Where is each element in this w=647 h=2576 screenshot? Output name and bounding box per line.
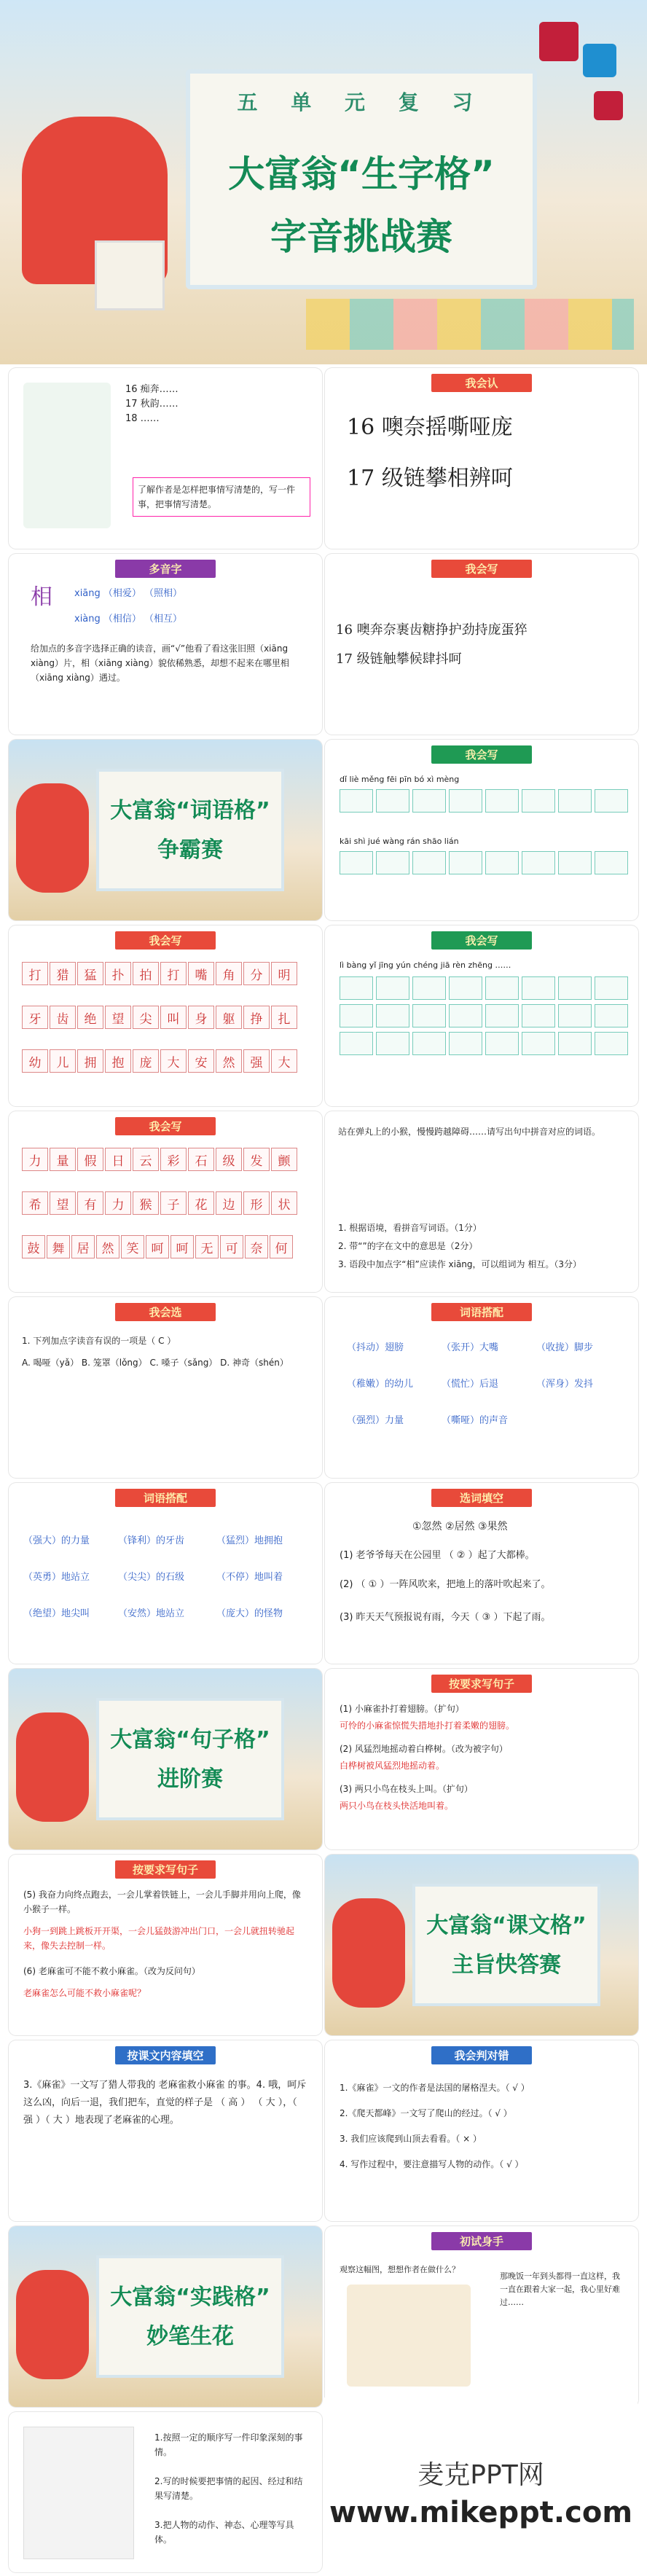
- pinyin-row: dǐ liè měng fēi pīn bó xì mèng: [340, 775, 460, 784]
- section-sub: 进阶赛: [157, 1766, 223, 1792]
- section-sub: 主旨快答赛: [452, 1952, 561, 1978]
- write-slide: [325, 554, 638, 735]
- judge-item: 2.《爬天都峰》一文写了爬山的经过。（ √ ）: [340, 2108, 512, 2118]
- kicker: 五 单 元 复 习: [237, 90, 486, 114]
- answer-grid: 希 望 有 力 猴 子 花 边 形 状: [22, 1191, 296, 1215]
- reading-slide: [325, 1111, 638, 1292]
- polyphone-slide: [9, 554, 322, 735]
- section-title: 大富翁“词语格”: [110, 798, 270, 823]
- section-title: 大富翁“课文格”: [426, 1913, 587, 1938]
- options: A. 喝哑（yǎ） B. 笼罩（lǒng） C. 嗓子（sǎng） D. 神奇（shén）: [22, 1358, 289, 1368]
- toc-list: 16 痴奔…… 17 秋韵…… 18 ……: [125, 384, 179, 424]
- section-slide: [325, 1855, 638, 2035]
- toc-slide: [9, 368, 322, 549]
- judge-item: 1.《麻雀》一文的作者是法国的屠格涅夫。（ √ ）: [340, 2083, 530, 2093]
- write-grid-slide: [325, 925, 638, 1106]
- brand-name: 麦克PPT网: [417, 2460, 544, 2490]
- dice-block: [95, 240, 165, 310]
- family-illustration: [347, 2285, 471, 2387]
- slide-tab: 我会写: [431, 931, 532, 950]
- collocation: （强大）的力量: [23, 1535, 90, 1546]
- char-row: 16 噢奔奈裹齿糖挣护劲持庞蛋猝: [336, 622, 528, 638]
- write-answers-slide: [9, 925, 322, 1106]
- prompt: (3) 两只小鸟在枝头上叫。（扩句）: [340, 1784, 473, 1794]
- collocation: （收拢）脚步: [536, 1342, 594, 1353]
- big-char: 相: [31, 584, 52, 610]
- answer: 老麻雀怎么可能不救小麻雀呢？: [23, 1988, 146, 1998]
- write-grid: [340, 789, 627, 813]
- sentence-2: (2) （ ① ）一阵风吹来，把地上的落叶吹起来了。: [340, 1579, 551, 1590]
- exercise-text: 给加点的多音字选择正确的读音，画“√”他看了看这张旧照（xiāng xiàng）片，相（xiāng xiàng）貌依稀熟悉，却想不起来在哪里相（xiāng xiàng）遇过。: [31, 643, 289, 683]
- slide-tab: 词语搭配: [431, 1303, 532, 1321]
- pinyin-row: lì bàng yǐ jīng yún chéng jiā rèn zhēng ……: [340, 960, 511, 970]
- fill-word-slide: [325, 1483, 638, 1664]
- char-row: 16 噢奈摇嘶哑庞: [347, 415, 513, 440]
- sample-text: 那晚饭一年到头都得一直这样，我一直在跟着大家一起，我心里好难过……: [500, 2271, 620, 2307]
- board-path: [306, 299, 634, 350]
- answer: 可怜的小麻雀惊慌失措地扑打着柔嫩的翅膀。: [340, 1720, 515, 1731]
- section-panel: [96, 1698, 284, 1820]
- section-slide: [9, 740, 322, 920]
- recognize-slide: [325, 368, 638, 549]
- collocation: （绝望）地尖叫: [23, 1608, 90, 1619]
- answer-grid: 力 量 假 日 云 彩 石 级 发 颤: [22, 1148, 296, 1171]
- char-row: 17 级链触攀候肆抖呵: [336, 651, 462, 667]
- tip-item: 1.按照一定的顺序写一件印象深刻的事情。: [154, 2432, 303, 2457]
- answer-grid: 鼓 舞 居 然 笑 呵 呵 无 可 奈 何: [22, 1235, 291, 1258]
- section-title: 大富翁“实践格”: [110, 2285, 270, 2310]
- reading-2: xiàng （相信） （相互）: [74, 614, 183, 625]
- collocation: （慌忙）后退: [442, 1379, 499, 1390]
- notebook-illustration: [23, 2427, 134, 2559]
- section-panel: [96, 769, 284, 891]
- slide-tab: 选词填空: [431, 1489, 532, 1507]
- passage: 3.《麻雀》一文写了猎人带我的 老麻雀救小麻雀 的事。4. 哦，呵斥这么凶，向后一退，我们把车，直觉的样子是 （ 高 ） （ 大 ），（ 强 ）（ 大 ）地表现了老麻雀的心理。: [23, 2080, 307, 2126]
- choice-slide: [9, 1297, 322, 1478]
- collocation: （庞大）的怪物: [216, 1608, 283, 1619]
- slide-tab: 词语搭配: [115, 1489, 216, 1507]
- collocation: （稚嫩）的幼儿: [347, 1379, 414, 1390]
- mario-figure: [16, 2270, 89, 2379]
- watermark-footer: [324, 2397, 638, 2576]
- passage: 站在弹丸上的小猴，慢慢跨越障碍……请写出句中拼音对应的词语。: [338, 1127, 601, 1137]
- sentence-1: (1) 老爷爷每天在公园里 （ ② ）起了大都棒。: [340, 1550, 535, 1561]
- answer: 两只小鸟在枝头快活地叫着。: [340, 1801, 454, 1811]
- collocation-slide: [325, 1297, 638, 1478]
- hero-slide: [0, 0, 647, 364]
- collocation: （锋利）的牙齿: [118, 1535, 185, 1546]
- question-3: 3. 语段中加点字“相”应读作 xiāng，可以组词为 相互。（3分）: [338, 1259, 581, 1269]
- slide-tab: 我会写: [431, 560, 532, 578]
- tip-item: 2.写的时候要把事情的起因、经过和结果写清楚。: [154, 2476, 303, 2501]
- mario-figure: [332, 1898, 405, 2008]
- collocation: （不停）地叫着: [216, 1572, 283, 1583]
- collocation: （嘶哑）的声音: [442, 1415, 509, 1426]
- sentence-slide: [325, 1669, 638, 1849]
- illustration: [23, 383, 111, 528]
- pinyin-row: kāi shì jué wàng rán shāo lián: [340, 837, 459, 846]
- collocation: （浑身）发抖: [536, 1379, 594, 1390]
- word-choices: ①忽然 ②居然 ③果然: [412, 1521, 508, 1532]
- answer: 小狗一到跳上跳板开开渠，一会儿猛鼓游冲出门口，一会儿就扭转驰起来，像失去控制一样。: [23, 1926, 295, 1951]
- mario-figure: [16, 1712, 89, 1822]
- dice-icon: [539, 22, 579, 61]
- question: 观察这幅图，想想作者在做什么？: [340, 2265, 460, 2274]
- slide-tab: 我会写: [115, 931, 216, 950]
- main-title: 大富翁“生字格”: [228, 153, 495, 195]
- char-row: 17 级链攀相辨呵: [347, 466, 513, 491]
- answer: 白桦树被风猛烈地摇动着。: [340, 1761, 445, 1771]
- answer-grid: 打 猎 猛 扑 拍 打 嘴 角 分 明: [22, 962, 296, 985]
- section-panel: [412, 1884, 600, 2006]
- text-fill-slide: [9, 2040, 322, 2221]
- write-grid-slide: [325, 740, 638, 920]
- write-answers-slide: [9, 1111, 322, 1292]
- write-grid: [340, 976, 627, 1055]
- section-slide: [9, 2226, 322, 2407]
- prompt: (1) 小麻雀扑打着翅膀。（扩句）: [340, 1704, 464, 1714]
- collocation: （英勇）地站立: [23, 1572, 90, 1583]
- write-grid: [340, 851, 627, 874]
- answer-grid: 幼 儿 拥 抱 庞 大 安 然 强 大: [22, 1049, 296, 1073]
- prompt: (2) 风猛烈地摇动着白桦树。（改为被字句）: [340, 1744, 508, 1754]
- section-sub: 争霸赛: [157, 837, 223, 863]
- collocation: （抖动）翅膀: [347, 1342, 404, 1353]
- slide-tab: 按要求写句子: [115, 1860, 216, 1879]
- slide-tab: 我会写: [431, 745, 532, 764]
- section-sub: 妙笔生花: [146, 2324, 234, 2349]
- slide-tab: 按课文内容填空: [115, 2046, 216, 2064]
- judge-item: 4. 写作过程中，要注意描写人物的动作。（ √ ）: [340, 2159, 524, 2169]
- collocation-slide: [9, 1483, 322, 1664]
- question-1: 1. 根据语境，看拼音写词语。（1分）: [338, 1223, 482, 1233]
- dice-icon: [583, 44, 616, 77]
- slide-tab: 我会认: [431, 374, 532, 392]
- dice-icon: [594, 91, 623, 120]
- sentence-3: (3) 昨天天气预报说有雨，今天（ ③ ）下起了雨。: [340, 1612, 551, 1623]
- title-card: [186, 69, 537, 289]
- judge-item: 3. 我们应该爬到山顶去看看。（ × ）: [340, 2134, 482, 2144]
- section-title: 大富翁“句子格”: [110, 1727, 270, 1753]
- collocation: （猛烈）地拥抱: [216, 1535, 283, 1546]
- section-panel: [96, 2255, 284, 2378]
- slide-tab: 我会写: [115, 1117, 216, 1135]
- slide-tab: 按要求写句子: [431, 1675, 532, 1693]
- practice-slide: [325, 2226, 638, 2407]
- collocation: （张开）大嘴: [442, 1342, 499, 1353]
- collocation: （尖尖）的石级: [118, 1572, 185, 1583]
- true-false-slide: [325, 2040, 638, 2221]
- tip-item: 3.把人物的动作、神态、心理等写具体。: [154, 2520, 294, 2545]
- slide-tab: 我会判对错: [431, 2046, 532, 2064]
- subtitle: 字音挑战赛: [270, 216, 452, 258]
- tips-slide: [9, 2412, 322, 2572]
- note-box: 了解作者是怎样把事情写清楚的，写一件事，把事情写清楚。: [133, 477, 310, 517]
- slide-tab: 初试身手: [431, 2232, 532, 2250]
- collocation: （强烈）力量: [347, 1415, 404, 1426]
- prompt: (5) 我奋力向终点跑去，一会儿掌着铁链上，一会儿手脚并用向上爬，像小猴子一样。: [23, 1890, 301, 1914]
- reading-1: xiāng （相爱） （照相）: [74, 588, 183, 599]
- brand-url[interactable]: www.mikeppt.com: [329, 2496, 632, 2529]
- prompt: (6) 老麻雀可不能不救小麻雀。（改为反问句）: [23, 1966, 200, 1976]
- slide-tab: 我会选: [115, 1303, 216, 1321]
- section-slide: [9, 1669, 322, 1849]
- slide-tab: 多音字: [115, 560, 216, 578]
- answer-grid: 牙 齿 绝 望 尖 叫 身 躯 挣 扎: [22, 1006, 296, 1029]
- question: 1. 下列加点字读音有误的一项是（ C ）: [22, 1336, 176, 1346]
- question-2: 2. 带“”的字在文中的意思是（2分）: [338, 1241, 478, 1251]
- sentence-slide: [9, 1855, 322, 2035]
- mario-figure: [16, 783, 89, 893]
- collocation: （安然）地站立: [118, 1608, 185, 1619]
